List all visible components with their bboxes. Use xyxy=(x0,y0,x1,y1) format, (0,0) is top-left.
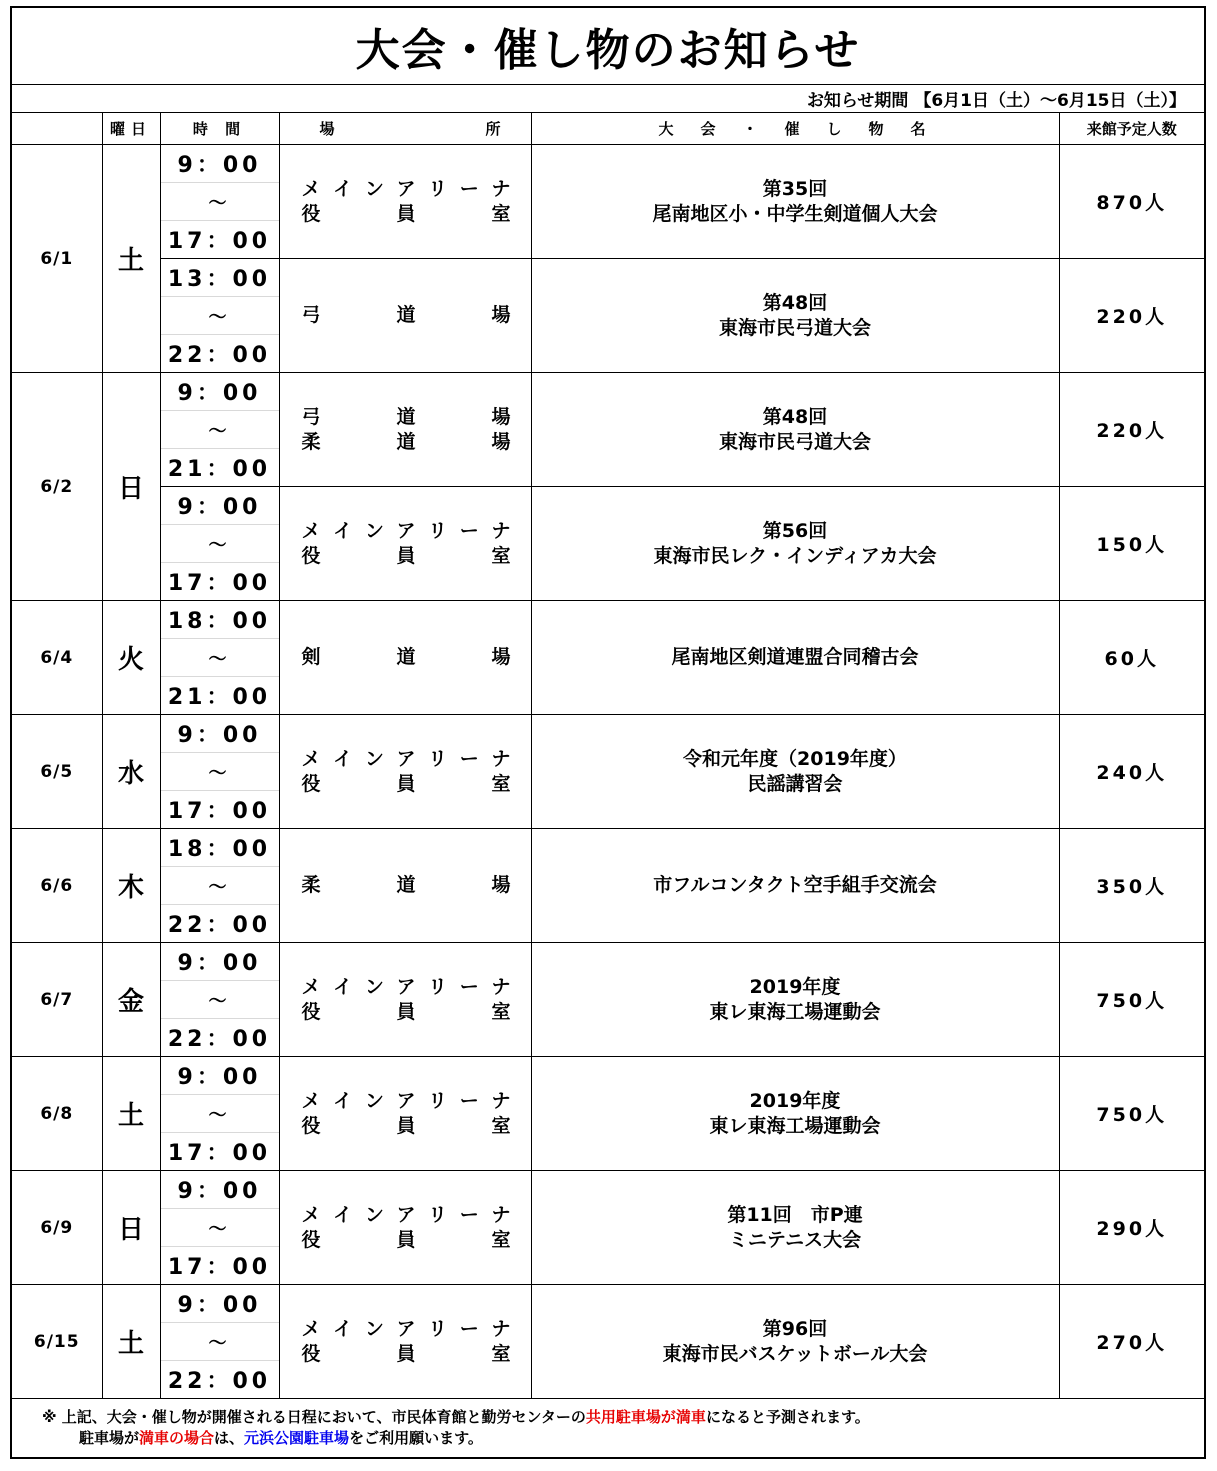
end-time: 22：00 xyxy=(167,1369,272,1394)
venue-char: ン xyxy=(364,1089,384,1112)
time-cell xyxy=(160,145,279,259)
venue-char: ン xyxy=(364,177,384,200)
weekday-cell: 土 xyxy=(102,145,160,373)
venue-char: 場 xyxy=(491,874,511,896)
venue-char: メ xyxy=(301,747,321,770)
venue-char: ア xyxy=(396,177,416,200)
venue-char: 員 xyxy=(396,544,416,567)
header-event: 大 会 ・ 催 し 物 名 xyxy=(531,113,1059,145)
header-venue-b: 所 xyxy=(485,120,507,138)
date-cell: 6/6 xyxy=(12,829,102,943)
venue-char: メ xyxy=(301,975,321,998)
start-time: 9：00 xyxy=(177,723,262,748)
venue-cell xyxy=(279,943,531,1057)
venue-char: ン xyxy=(364,747,384,770)
venue-char: 道 xyxy=(396,646,416,668)
venue-char: 役 xyxy=(301,772,321,795)
venue-line xyxy=(302,975,511,1000)
start-time: 18：00 xyxy=(167,609,272,634)
time-cell xyxy=(160,601,279,715)
note-segment: 満車の場合 xyxy=(139,1429,215,1447)
venue-char: リ xyxy=(428,1317,448,1340)
time-cell xyxy=(160,1057,279,1171)
note-segment: ※ 上記、大会・催し物が開催される日程において、市民体育館と勤労センターの xyxy=(42,1408,586,1426)
venue-line xyxy=(302,772,511,797)
venue-char: 場 xyxy=(491,304,511,326)
time-cell xyxy=(160,829,279,943)
event-name-line: 尾南地区剣道連盟合同稽古会 xyxy=(671,646,919,668)
time-separator: ～ xyxy=(161,980,279,1019)
venue-line xyxy=(302,1089,511,1114)
venue-line xyxy=(302,1000,511,1025)
weekday-cell: 木 xyxy=(102,829,160,943)
event-name-line: 第48回 xyxy=(762,405,828,428)
table-row xyxy=(12,373,1204,487)
note-segment: 駐車場が xyxy=(79,1429,140,1447)
event-name-cell xyxy=(531,601,1059,715)
time-separator: ～ xyxy=(161,1094,279,1133)
venue-char: 員 xyxy=(396,1114,416,1137)
event-name-line: 東海市民弓道大会 xyxy=(718,430,871,453)
venue-char: 役 xyxy=(301,1000,321,1023)
event-name-cell xyxy=(531,1285,1059,1399)
venue-char: 道 xyxy=(396,874,416,896)
event-name-line: 2019年度 xyxy=(749,975,841,998)
attendance-count: 270人 xyxy=(1059,1285,1204,1399)
venue-char: ナ xyxy=(491,177,511,200)
venue-char: イ xyxy=(333,747,353,770)
table-row xyxy=(12,715,1204,829)
venue-cell xyxy=(279,487,531,601)
event-name-line: 東海市民弓道大会 xyxy=(718,316,871,339)
venue-char: 柔 xyxy=(301,430,321,453)
weekday-cell: 土 xyxy=(102,1285,160,1399)
event-name-cell xyxy=(531,373,1059,487)
weekday-cell: 土 xyxy=(102,1057,160,1171)
venue-char: 場 xyxy=(491,646,511,668)
venue-char: 剣 xyxy=(301,646,321,668)
table-row xyxy=(12,145,1204,259)
attendance-count: 150人 xyxy=(1059,487,1204,601)
venue-cell xyxy=(279,829,531,943)
schedule-table xyxy=(12,112,1204,1399)
table-row xyxy=(12,601,1204,715)
event-name-line: 東レ東海工場運動会 xyxy=(709,1000,881,1023)
venue-char: 室 xyxy=(491,544,511,567)
date-cell: 6/2 xyxy=(12,373,102,601)
time-cell xyxy=(160,487,279,601)
venue-char: リ xyxy=(428,975,448,998)
venue-char: 員 xyxy=(396,202,416,225)
table-row xyxy=(12,1171,1204,1285)
venue-char: ア xyxy=(396,1317,416,1340)
venue-char: 室 xyxy=(491,772,511,795)
attendance-count: 220人 xyxy=(1059,259,1204,373)
end-time: 21：00 xyxy=(167,685,272,710)
end-time: 17：00 xyxy=(167,799,272,824)
venue-char: イ xyxy=(333,1089,353,1112)
attendance-count: 240人 xyxy=(1059,715,1204,829)
event-name-line: 市フルコンタクト空手組手交流会 xyxy=(653,874,937,896)
venue-line xyxy=(302,873,511,898)
header-day: 曜日 xyxy=(102,113,160,145)
note-segment: になると予測されます。 xyxy=(705,1408,870,1426)
venue-char: メ xyxy=(301,519,321,542)
event-name-cell xyxy=(531,1057,1059,1171)
time-separator: ～ xyxy=(161,866,279,905)
venue-char: ナ xyxy=(491,1089,511,1112)
event-name-cell xyxy=(531,259,1059,373)
end-time: 22：00 xyxy=(167,343,272,368)
event-name-line: 第96回 xyxy=(762,1317,828,1340)
event-name-line: 第48回 xyxy=(762,291,828,314)
venue-char: ン xyxy=(364,519,384,542)
venue-cell xyxy=(279,373,531,487)
venue-char: 場 xyxy=(491,430,511,453)
venue-char: ナ xyxy=(491,1317,511,1340)
time-separator: ～ xyxy=(161,182,279,221)
venue-char: ナ xyxy=(491,747,511,770)
start-time: 9：00 xyxy=(177,951,262,976)
venue-char: ナ xyxy=(491,519,511,542)
time-cell xyxy=(160,373,279,487)
venue-line xyxy=(302,303,511,328)
venue-char: 室 xyxy=(491,1000,511,1023)
venue-char: リ xyxy=(428,1089,448,1112)
end-time: 17：00 xyxy=(167,1141,272,1166)
header-venue-a: 場 xyxy=(319,120,341,138)
end-time: 17：00 xyxy=(167,229,272,254)
note-line-1 xyxy=(42,1407,1204,1428)
venue-cell xyxy=(279,601,531,715)
venue-char: ー xyxy=(459,1317,479,1340)
time-separator: ～ xyxy=(161,1208,279,1247)
event-name-cell xyxy=(531,1171,1059,1285)
date-cell: 6/8 xyxy=(12,1057,102,1171)
note-segment: をご利用願います。 xyxy=(349,1429,483,1447)
weekday-cell: 金 xyxy=(102,943,160,1057)
weekday-cell: 水 xyxy=(102,715,160,829)
header-time: 時 間 xyxy=(160,113,279,145)
date-cell: 6/1 xyxy=(12,145,102,373)
time-cell xyxy=(160,259,279,373)
event-name-cell xyxy=(531,715,1059,829)
attendance-count: 750人 xyxy=(1059,943,1204,1057)
attendance-count: 290人 xyxy=(1059,1171,1204,1285)
venue-char: イ xyxy=(333,1317,353,1340)
venue-char: 員 xyxy=(396,772,416,795)
start-time: 9：00 xyxy=(177,1065,262,1090)
venue-char: リ xyxy=(428,177,448,200)
venue-char: ー xyxy=(459,975,479,998)
note-segment: は、 xyxy=(214,1429,245,1447)
time-separator: ～ xyxy=(161,1322,279,1361)
venue-char: 役 xyxy=(301,1228,321,1251)
venue-char: イ xyxy=(333,177,353,200)
event-name-cell xyxy=(531,487,1059,601)
venue-char: イ xyxy=(333,1203,353,1226)
event-name-line: 尾南地区小・中学生剣道個人大会 xyxy=(652,202,938,225)
venue-char: 員 xyxy=(396,1000,416,1023)
venue-line xyxy=(302,1203,511,1228)
end-time: 21：00 xyxy=(167,457,272,482)
event-name-line: ミニテニス大会 xyxy=(728,1228,862,1251)
time-separator: ～ xyxy=(161,752,279,791)
venue-line xyxy=(302,747,511,772)
notice-sheet xyxy=(10,6,1206,1459)
table-row xyxy=(12,1285,1204,1399)
table-row xyxy=(12,1057,1204,1171)
table-row xyxy=(12,943,1204,1057)
attendance-count: 750人 xyxy=(1059,1057,1204,1171)
header-venue xyxy=(279,113,531,145)
venue-char: ナ xyxy=(491,1203,511,1226)
venue-char: ー xyxy=(459,1089,479,1112)
start-time: 9：00 xyxy=(177,495,262,520)
end-time: 22：00 xyxy=(167,1027,272,1052)
venue-char: リ xyxy=(428,1203,448,1226)
venue-char: ア xyxy=(396,1203,416,1226)
venue-char: 弓 xyxy=(301,405,321,428)
venue-line xyxy=(302,202,511,227)
venue-char: 役 xyxy=(301,544,321,567)
venue-char: 室 xyxy=(491,1342,511,1365)
venue-char: 柔 xyxy=(301,874,321,896)
date-cell: 6/5 xyxy=(12,715,102,829)
venue-char: イ xyxy=(333,975,353,998)
parking-notes xyxy=(12,1397,1204,1459)
header-row xyxy=(12,113,1204,145)
weekday-cell: 日 xyxy=(102,1171,160,1285)
venue-char: メ xyxy=(301,1089,321,1112)
note-line-2 xyxy=(42,1428,1204,1449)
header-date xyxy=(12,113,102,145)
event-name-line: 東海市民バスケットボール大会 xyxy=(662,1342,928,1365)
venue-line xyxy=(302,1317,511,1342)
event-name-line: 第35回 xyxy=(762,177,828,200)
venue-char: ア xyxy=(396,1089,416,1112)
venue-char: 員 xyxy=(396,1228,416,1251)
start-time: 18：00 xyxy=(167,837,272,862)
page-title: 大会・催し物のお知らせ xyxy=(355,25,861,76)
date-cell: 6/9 xyxy=(12,1171,102,1285)
venue-cell xyxy=(279,715,531,829)
time-separator: ～ xyxy=(161,638,279,677)
venue-cell xyxy=(279,145,531,259)
venue-line xyxy=(302,1228,511,1253)
date-cell: 6/7 xyxy=(12,943,102,1057)
time-separator: ～ xyxy=(161,296,279,335)
start-time: 13：00 xyxy=(167,267,272,292)
table-row xyxy=(12,487,1204,601)
venue-char: 役 xyxy=(301,202,321,225)
event-name-line: 東レ東海工場運動会 xyxy=(709,1114,881,1137)
time-cell xyxy=(160,1285,279,1399)
venue-char: 室 xyxy=(491,202,511,225)
table-row xyxy=(12,259,1204,373)
event-name-line: 令和元年度（2019年度） xyxy=(683,747,907,770)
venue-char: ー xyxy=(459,1203,479,1226)
header-count: 来館予定人数 xyxy=(1059,113,1204,145)
venue-char: 役 xyxy=(301,1114,321,1137)
event-name-cell xyxy=(531,829,1059,943)
venue-char: ア xyxy=(396,747,416,770)
venue-cell xyxy=(279,259,531,373)
venue-line xyxy=(302,1342,511,1367)
start-time: 9：00 xyxy=(177,1293,262,1318)
venue-char: 室 xyxy=(491,1114,511,1137)
venue-char: メ xyxy=(301,177,321,200)
attendance-count: 60人 xyxy=(1059,601,1204,715)
venue-char: ー xyxy=(459,747,479,770)
venue-line xyxy=(302,177,511,202)
time-cell xyxy=(160,943,279,1057)
venue-cell xyxy=(279,1057,531,1171)
venue-line xyxy=(302,405,511,430)
end-time: 17：00 xyxy=(167,1255,272,1280)
venue-char: 道 xyxy=(396,304,416,326)
event-name-line: 第56回 xyxy=(762,519,828,542)
table-row xyxy=(12,829,1204,943)
time-separator: ～ xyxy=(161,524,279,563)
venue-char: イ xyxy=(333,519,353,542)
time-cell xyxy=(160,715,279,829)
venue-cell xyxy=(279,1285,531,1399)
venue-char: 道 xyxy=(396,430,416,453)
venue-char: 弓 xyxy=(301,304,321,326)
venue-line xyxy=(302,645,511,670)
venue-char: ン xyxy=(364,975,384,998)
venue-char: ー xyxy=(459,519,479,542)
venue-char: ア xyxy=(396,519,416,542)
schedule-body xyxy=(12,145,1204,1399)
venue-line xyxy=(302,1114,511,1139)
venue-char: ナ xyxy=(491,975,511,998)
venue-char: ア xyxy=(396,975,416,998)
end-time: 17：00 xyxy=(167,571,272,596)
venue-line xyxy=(302,430,511,455)
venue-char: リ xyxy=(428,519,448,542)
weekday-cell: 火 xyxy=(102,601,160,715)
date-cell: 6/4 xyxy=(12,601,102,715)
event-name-cell xyxy=(531,943,1059,1057)
notice-period: お知らせ期間 【6月1日（土）～6月15日（土）】 xyxy=(12,84,1204,112)
venue-char: ー xyxy=(459,177,479,200)
start-time: 9：00 xyxy=(177,381,262,406)
time-cell xyxy=(160,1171,279,1285)
venue-char: メ xyxy=(301,1203,321,1226)
venue-line xyxy=(302,519,511,544)
start-time: 9：00 xyxy=(177,153,262,178)
event-name-cell xyxy=(531,145,1059,259)
event-name-line: 民謡講習会 xyxy=(747,772,843,795)
venue-char: メ xyxy=(301,1317,321,1340)
venue-char: 道 xyxy=(396,405,416,428)
event-name-line: 2019年度 xyxy=(749,1089,841,1112)
event-name-line: 第11回 市P連 xyxy=(727,1203,863,1226)
venue-char: 場 xyxy=(491,405,511,428)
attendance-count: 870人 xyxy=(1059,145,1204,259)
venue-line xyxy=(302,544,511,569)
event-name-line: 東海市民レク・インディアカ大会 xyxy=(653,544,937,567)
venue-char: リ xyxy=(428,747,448,770)
time-separator: ～ xyxy=(161,410,279,449)
venue-char: 員 xyxy=(396,1342,416,1365)
date-cell: 6/15 xyxy=(12,1285,102,1399)
venue-char: ン xyxy=(364,1317,384,1340)
venue-char: ン xyxy=(364,1203,384,1226)
note-segment: 元浜公園駐車場 xyxy=(244,1429,350,1447)
venue-cell xyxy=(279,1171,531,1285)
start-time: 9：00 xyxy=(177,1179,262,1204)
attendance-count: 220人 xyxy=(1059,373,1204,487)
note-segment: 共用駐車場が満車 xyxy=(585,1408,706,1426)
end-time: 22：00 xyxy=(167,913,272,938)
weekday-cell: 日 xyxy=(102,373,160,601)
venue-char: 室 xyxy=(491,1228,511,1251)
venue-char: 役 xyxy=(301,1342,321,1365)
attendance-count: 350人 xyxy=(1059,829,1204,943)
